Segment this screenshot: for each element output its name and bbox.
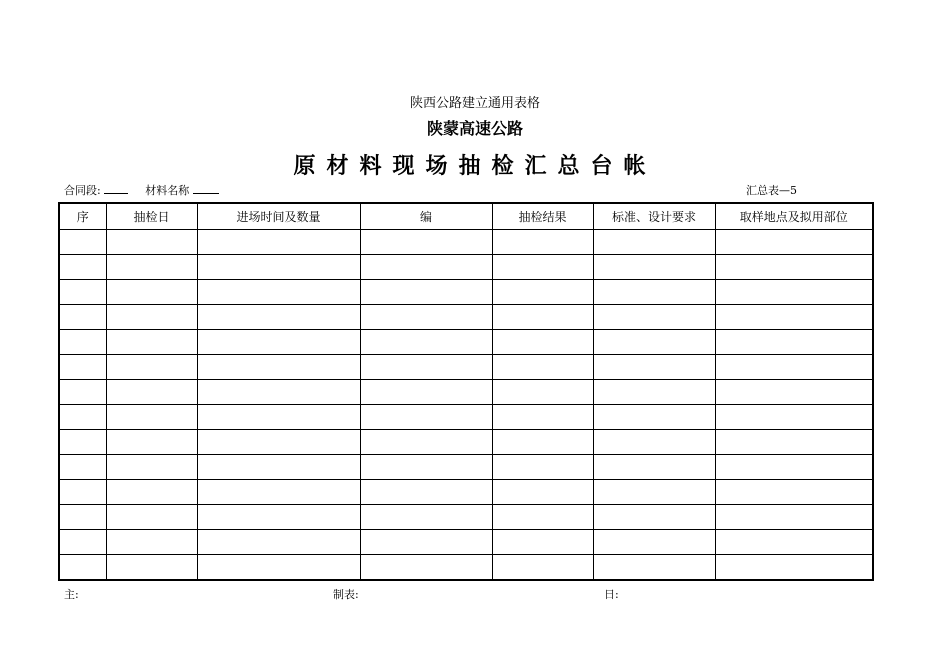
table-cell[interactable] [360,330,492,355]
table-cell[interactable] [106,355,197,380]
table-cell[interactable] [106,330,197,355]
form-meta-left [64,182,219,198]
table-cell[interactable] [715,380,873,405]
table-cell[interactable] [715,530,873,555]
table-row [59,255,873,280]
table-cell[interactable] [197,405,360,430]
column-header: 进场时间及数量 [197,203,360,230]
table-row [59,455,873,480]
column-header: 标准、设计要求 [593,203,715,230]
table-row [59,330,873,355]
table-row [59,280,873,305]
table-cell[interactable] [59,555,106,581]
table-cell[interactable] [106,405,197,430]
footer-date: 日: [604,588,619,601]
table-cell[interactable] [197,330,360,355]
table-cell[interactable] [360,305,492,330]
table-cell[interactable] [593,530,715,555]
table-cell[interactable] [715,230,873,255]
table-cell[interactable] [593,480,715,505]
table-cell[interactable] [360,430,492,455]
table-cell[interactable] [715,405,873,430]
table-cell[interactable] [59,530,106,555]
table-row [59,380,873,405]
table-row [59,355,873,380]
table-cell[interactable] [492,305,593,330]
table-cell[interactable] [492,555,593,581]
inspection-table [58,202,874,581]
contract-label: 合同段: [64,184,101,197]
table-cell[interactable] [59,405,106,430]
column-header: 序 [59,203,106,230]
table-cell[interactable] [59,430,106,455]
table-cell[interactable] [197,430,360,455]
table-cell[interactable] [59,255,106,280]
table-cell[interactable] [715,355,873,380]
table-cell[interactable] [593,405,715,430]
table-cell[interactable] [593,330,715,355]
table-cell[interactable] [593,455,715,480]
table-cell[interactable] [360,255,492,280]
table-cell[interactable] [715,430,873,455]
table-cell[interactable] [360,380,492,405]
column-header: 取样地点及拟用部位 [715,203,873,230]
form-subtitle: 陕西公路建立通用表格 [409,96,540,111]
table-cell[interactable] [715,505,873,530]
table-cell[interactable] [715,555,873,581]
table-cell[interactable] [715,255,873,280]
table-row [59,505,873,530]
table-cell[interactable] [593,355,715,380]
table-cell[interactable] [360,280,492,305]
table-header [59,203,873,230]
table-cell[interactable] [492,280,593,305]
table-cell[interactable] [106,430,197,455]
table-cell[interactable] [197,230,360,255]
table-cell[interactable] [59,380,106,405]
table-row [59,405,873,430]
table-cell[interactable] [360,455,492,480]
table-cell[interactable] [106,280,197,305]
table-cell[interactable] [593,255,715,280]
table-row [59,530,873,555]
header-row [59,203,873,230]
table-cell[interactable] [492,480,593,505]
table-cell[interactable] [593,380,715,405]
page-title: 原材料现场抽检汇总台帐 [293,154,657,179]
table-cell[interactable] [360,405,492,430]
table-cell[interactable] [197,380,360,405]
table-cell[interactable] [492,380,593,405]
table-cell[interactable] [106,455,197,480]
project-name: 陕蒙高速公路 [426,119,523,138]
table-cell[interactable] [197,255,360,280]
table-cell[interactable] [197,280,360,305]
table-cell[interactable] [197,555,360,581]
column-header: 编 [360,203,492,230]
table-cell[interactable] [59,330,106,355]
table-cell[interactable] [197,305,360,330]
table-cell[interactable] [59,355,106,380]
contract-blank [104,193,128,194]
table-cell[interactable] [197,455,360,480]
table-cell[interactable] [59,455,106,480]
column-header: 抽检日 [106,203,197,230]
table-cell[interactable] [360,355,492,380]
material-label: 材料名称 [145,184,190,197]
table-cell[interactable] [360,480,492,505]
table-cell[interactable] [360,530,492,555]
table-cell[interactable] [492,430,593,455]
table-cell[interactable] [106,480,197,505]
material-blank [193,193,219,194]
table-row [59,230,873,255]
table-row [59,305,873,330]
table-cell[interactable] [106,230,197,255]
table-cell[interactable] [106,555,197,581]
table-cell[interactable] [106,505,197,530]
table-cell[interactable] [197,530,360,555]
table-cell[interactable] [492,455,593,480]
table-cell[interactable] [492,505,593,530]
table-row [59,480,873,505]
table-cell[interactable] [106,380,197,405]
table-cell[interactable] [593,280,715,305]
table-cell[interactable] [593,505,715,530]
table-row [59,555,873,581]
table-cell[interactable] [715,280,873,305]
table-cell[interactable] [197,505,360,530]
column-header: 抽检结果 [492,203,593,230]
table-cell[interactable] [106,530,197,555]
table-cell[interactable] [593,230,715,255]
table-cell[interactable] [360,505,492,530]
table-cell[interactable] [492,330,593,355]
table-cell[interactable] [59,230,106,255]
table-cell[interactable] [593,555,715,581]
form-code: 汇总表—5 [746,184,797,197]
table-cell[interactable] [593,430,715,455]
table-cell[interactable] [492,230,593,255]
table-cell[interactable] [59,480,106,505]
table-cell[interactable] [59,505,106,530]
table-cell[interactable] [492,355,593,380]
table-cell[interactable] [59,305,106,330]
table-cell[interactable] [197,355,360,380]
table-cell[interactable] [106,305,197,330]
table-cell[interactable] [492,255,593,280]
table-cell[interactable] [715,455,873,480]
table-cell[interactable] [715,305,873,330]
footer-preparer: 制表: [333,588,359,601]
table-cell[interactable] [715,330,873,355]
table-body [59,230,873,581]
table-cell[interactable] [492,405,593,430]
table-cell[interactable] [197,480,360,505]
table-cell[interactable] [492,530,593,555]
table-cell[interactable] [59,280,106,305]
table-cell[interactable] [360,230,492,255]
table-row [59,430,873,455]
footer-supervisor: 主: [64,588,79,601]
table-cell[interactable] [106,255,197,280]
table-cell[interactable] [360,555,492,581]
table-cell[interactable] [593,305,715,330]
table-cell[interactable] [715,480,873,505]
